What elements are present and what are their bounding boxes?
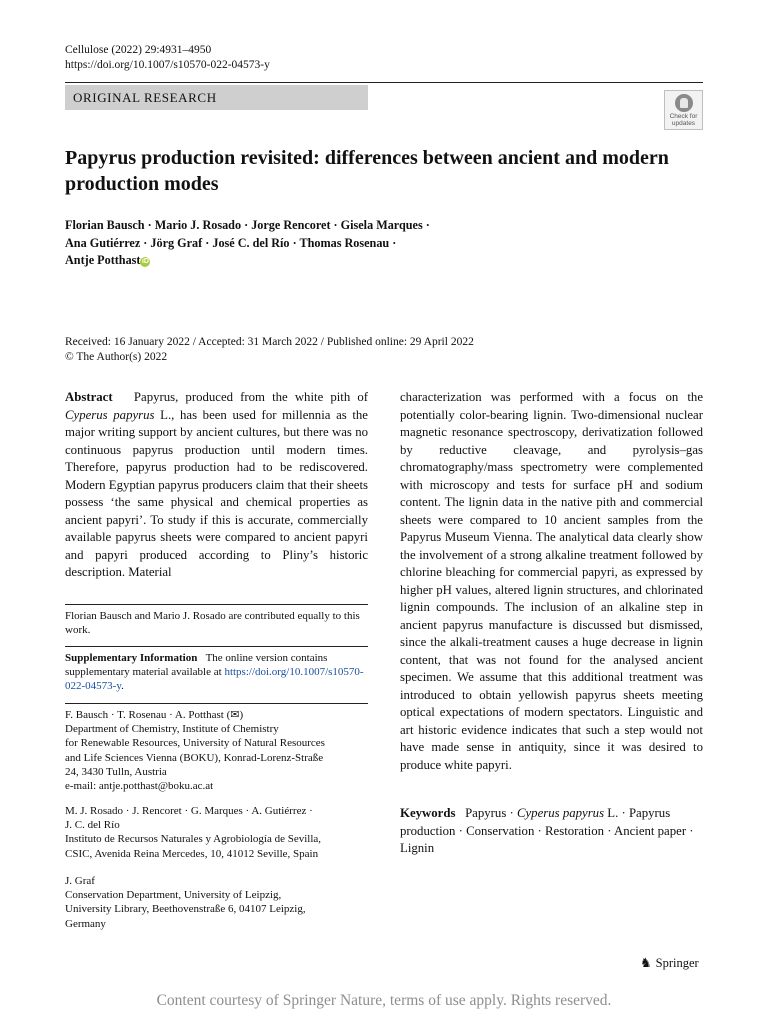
- supp-end: .: [121, 680, 124, 693]
- footnote-rule: [65, 604, 368, 605]
- authors-line: Florian Bausch · Mario J. Rosado · Jorge Rencoret · Gisela Marques ·: [65, 218, 430, 232]
- affiliation-address: Department of Chemistry, Institute of Chemistry: [65, 723, 279, 736]
- footnote-rule: [65, 646, 368, 647]
- affiliation-address: University Library, Beethovenstraße 6, 04107 Leipzig,: [65, 903, 306, 916]
- section-label: ORIGINAL RESEARCH: [65, 85, 368, 110]
- article-title: Papyrus production revisited: differences between ancient and modern production modes: [65, 147, 669, 195]
- keyword-species: Cyperus papyrus: [516, 806, 605, 820]
- affiliation-address: 24, 3430 Tulln, Austria: [65, 765, 167, 778]
- affiliation-authors: M. J. Rosado · J. Rencoret · G. Marques · A. Gutiérrez ·: [65, 805, 313, 817]
- orcid-icon[interactable]: iD: [141, 258, 149, 265]
- author-name: Antje Potthast: [65, 253, 141, 267]
- keywords-label: Keywords: [400, 806, 456, 820]
- crossmark-icon: [675, 94, 693, 112]
- crossmark-label: Check for updates: [669, 113, 698, 127]
- supp-label: Supplementary Information: [65, 652, 198, 664]
- abstract-left-column: [65, 389, 368, 582]
- affiliation-authors: J. C. del Río: [65, 819, 120, 832]
- affiliation-address: for Renewable Resources, University of Natural Resources: [65, 737, 325, 750]
- keyword-text: Papyrus ·: [465, 806, 517, 820]
- affiliation-address: Conservation Department, University of Leipzig,: [65, 889, 282, 902]
- footnote-rule: [65, 703, 368, 704]
- authors-line: [65, 252, 665, 270]
- affiliation-address: and Life Sciences Vienna (BOKU), Konrad-Lorenz-Straße: [65, 751, 324, 764]
- supp-link[interactable]: https://doi.org/10.1007/s10570-022-04573-y: [65, 666, 364, 693]
- journal-line: Cellulose (2022) 29:4931–4950: [65, 44, 212, 56]
- springer-horse-icon: ♞: [640, 955, 652, 970]
- abstract-right-column: characterization was performed with a focus on the potentially color-bearing lignin. Two-dimensional nuclear magnetic resonance spectroscopy, derivatization followed by reductive cleavage, and pyrolysis–gas chromatography/mass spectrometry were complemented with microscopy and tests for surface pH and sodium content. The lignin data in the native pith and commercial sheets were compared to 10 ancient samples from the Papyrus Museum Vienna. The analytical data clearly show the involvement of a strong alkaline treatment followed by chlorine bleaching for commercial papyri, as expressed by higher pH values, altered lignin structures, and chlorinated lignin compounds. The inclusion of an alkaline step in ancient papyrus manufacture is discussed but dismissed, since the alkali-treatment causes a huge decrease in lignin content, that was not found for the analysed ancient specimen. We assume that this additional treatment was introduced to obtain yellowish papyrus sheets meeting optical expectations of modern spectators. Linguistic and art historic evidence indicates that such a step would not have made sense in antiquity, since it was desired to produce white papyri.: [400, 390, 703, 772]
- affiliation-3: [65, 874, 368, 931]
- publisher-name: Springer: [655, 956, 699, 970]
- affiliation-address: CSIC, Avenida Reina Mercedes, 10, 41012 Seville, Spain: [65, 847, 319, 860]
- keyword-text: L. · Papyrus production · Conservation · Restoration · Ancient paper · Lignin: [400, 806, 694, 855]
- header-rule: [65, 82, 703, 83]
- affiliation-authors: J. Graf: [65, 875, 95, 887]
- publisher-logo: [640, 955, 699, 971]
- affiliation-authors: F. Bausch · T. Rosenau · A. Potthast (✉): [65, 709, 244, 721]
- copyright-line: © The Author(s) 2022: [65, 351, 168, 363]
- species-name: Cyperus papyrus: [65, 407, 155, 422]
- contribution-note: Florian Bausch and Mario J. Rosado are contributed equally to this work.: [65, 610, 360, 637]
- history-dates: Received: 16 January 2022 / Accepted: 31 March 2022 / Published online: 29 April 2022: [65, 336, 474, 348]
- affiliation-address: Germany: [65, 917, 106, 930]
- journal-citation: [65, 43, 270, 73]
- affiliation-2: [65, 804, 368, 861]
- publication-dates: [65, 335, 474, 365]
- abstract-label: Abstract: [65, 390, 113, 404]
- author-list: [65, 217, 665, 270]
- affiliation-address: Instituto de Recursos Naturales y Agrobiología de Sevilla,: [65, 833, 322, 846]
- supplementary-info: [65, 651, 368, 694]
- abstract-text: Papyrus, produced from the white pith of: [133, 390, 368, 404]
- keywords: [400, 805, 703, 858]
- affiliation-1: [65, 708, 368, 793]
- corresponding-email[interactable]: e-mail: antje.potthast@boku.ac.at: [65, 780, 214, 793]
- check-for-updates-button[interactable]: [664, 90, 703, 130]
- authors-line: Ana Gutiérrez · Jörg Graf · José C. del Río · Thomas Rosenau ·: [65, 235, 397, 250]
- abstract-text: L., has been used for millennia as the major writing support by ancient cultures, but there was no continuous papyrus production until modern times. Therefore, papyrus production had to be rediscovered. Modern Egyptian papyrus producers claim that their sheets possess ‘the same physical and chemical properties as ancient papyri’. To study if this is accurate, commercially available papyrus sheets were compared to ancient papyri and papyri produced according to Pliny’s historic description. Material: [65, 407, 368, 579]
- supp-text: The online version contains supplementary material available at: [65, 652, 328, 679]
- doi-line[interactable]: https://doi.org/10.1007/s10570-022-04573-y: [65, 59, 270, 71]
- courtesy-watermark: Content courtesy of Springer Nature, terms of use apply. Rights reserved.: [156, 992, 612, 1009]
